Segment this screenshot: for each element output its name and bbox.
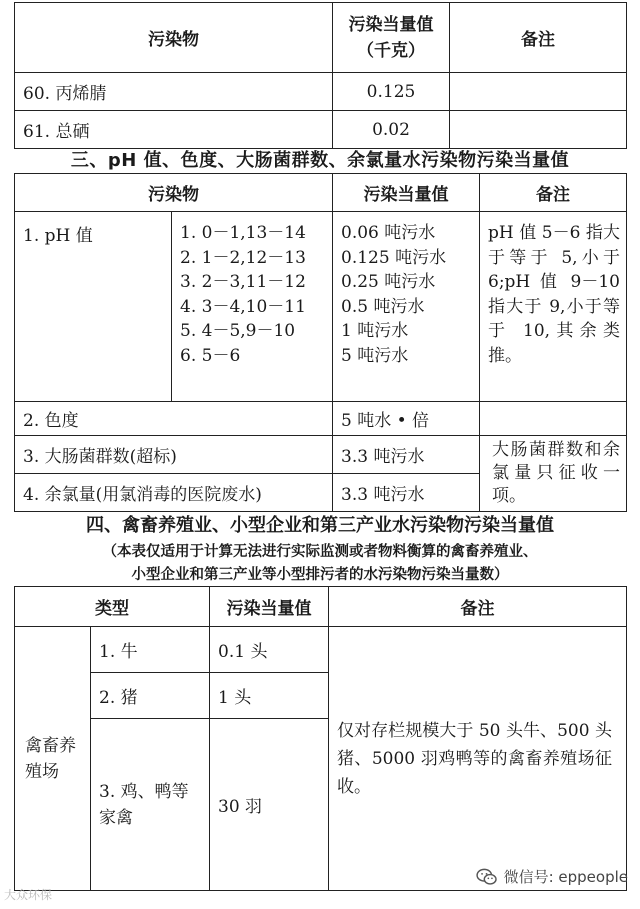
ph-ranges: 1. 0－1,13－14 2. 1－2,12－13 3. 2－3,11－12 4. 3－4,10－11 5. 4－5,9－10 6. 5－6 (172, 212, 333, 402)
table-row (15, 402, 627, 436)
header-pollutant: 污染物 (15, 174, 333, 212)
header-note: 备注 (450, 3, 627, 73)
table-ph-color-coliform-chlorine (14, 173, 627, 512)
header-note: 备注 (480, 174, 627, 212)
watermark-account: 微信号: eppeople (503, 868, 628, 886)
table-row (15, 436, 627, 474)
table-row (15, 73, 627, 111)
section-4-subtitle-line-1: （本表仅适用于计算无法进行实际监测或者物料衡算的禽畜养殖业、 (102, 544, 538, 560)
type-cell: 1. 牛 (91, 627, 210, 673)
livestock-note: 仅对存栏规模大于 50 头牛、500 头猪、5000 羽鸡鸭等的禽畜养殖场征收。 (329, 627, 627, 891)
table-row (15, 111, 627, 149)
pollutant-cell: 4. 余氯量(用氯消毒的医院废水) (15, 474, 333, 512)
header-note: 备注 (329, 587, 627, 627)
value-cell: 3.3 吨污水 (333, 474, 480, 512)
section-4-title: 四、禽畜养殖业、小型企业和第三产业水污染物污染当量值 (86, 515, 554, 536)
pollutant-cell: 3. 大肠菌群数(超标) (15, 436, 333, 474)
note-cell (480, 402, 627, 436)
table-header-row (15, 3, 627, 73)
header-pollutant: 污染物 (15, 3, 333, 73)
watermark-right (476, 866, 628, 887)
table-row (15, 627, 627, 673)
category-cell: 禽畜养 殖场 (15, 627, 91, 891)
value-cell: 5 吨水 • 倍 (333, 402, 480, 436)
ph-note: pH 值 5－6 指大于等于 5,小于 6;pH 值 9－10 指大于 9,小于等于 10,其余类推。 (480, 212, 627, 402)
table-header-row (15, 587, 627, 627)
ph-label: 1. pH 值 (15, 212, 172, 402)
value-cell: 0.125 (333, 73, 450, 111)
header-equivalent-value: 污染当量值 (210, 587, 329, 627)
pollutant-cell: 2. 色度 (15, 402, 333, 436)
value-cell: 30 羽 (210, 719, 329, 891)
wechat-icon (476, 868, 498, 886)
pollutant-cell: 61. 总硒 (15, 111, 333, 149)
watermark-left: 大众环保 (4, 888, 53, 902)
section-3-title: 三、pH 值、色度、大肠菌群数、余氯量水污染物污染当量值 (70, 150, 570, 171)
header-equivalent-value: 污染当量值 （千克） (333, 3, 450, 73)
table-row-ph (15, 212, 627, 402)
ph-values: 0.06 吨污水 0.125 吨污水 0.25 吨污水 0.5 吨污水 1 吨污水 5 吨污水 (333, 212, 480, 402)
note-cell (450, 73, 627, 111)
value-cell: 0.02 (333, 111, 450, 149)
pollutant-cell: 60. 丙烯腈 (15, 73, 333, 111)
shared-note: 大肠菌群数和余氯量只征收一项。 (480, 436, 627, 512)
value-cell: 1 头 (210, 673, 329, 719)
header-type: 类型 (15, 587, 210, 627)
value-cell: 0.1 头 (210, 627, 329, 673)
header-equivalent-value: 污染当量值 (333, 174, 480, 212)
table-header-row (15, 174, 627, 212)
type-cell: 3. 鸡、鸭等 家禽 (91, 719, 210, 891)
note-cell (450, 111, 627, 149)
type-cell: 2. 猪 (91, 673, 210, 719)
section-4-subtitle-line-2: 小型企业和第三产业等小型排污者的水污染物污染当量数） (131, 567, 509, 583)
table-livestock-small-enterprise (14, 586, 627, 891)
value-cell: 3.3 吨污水 (333, 436, 480, 474)
table-pollutants-continued (14, 2, 627, 149)
